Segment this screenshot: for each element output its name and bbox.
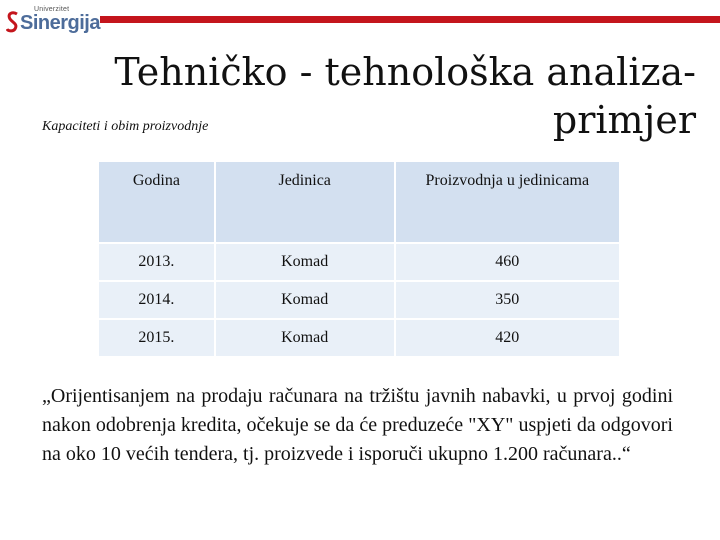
table-row xyxy=(99,282,621,320)
cell-year: 2013. xyxy=(99,244,216,282)
logo xyxy=(6,6,100,36)
table-row xyxy=(99,320,621,358)
cell-year: 2014. xyxy=(99,282,216,320)
cell-year: 2015. xyxy=(99,320,216,358)
quote-paragraph: „Orijentisanjem na prodaju računara na tržištu javnih nabavki, u prvoj godini nakon odobrenja kredita, očekuje se da će preduzeće "XY" uspjeti da odgovori na oko 10 većih tendera, tj. proizvede i isporuči ukupno 1.200 računara..“ xyxy=(42,385,673,465)
sinergija-logo-icon xyxy=(6,11,20,33)
cell-production: 420 xyxy=(396,320,621,358)
slide-title: Tehničko - tehnološka analiza-primjer xyxy=(114,50,696,142)
cell-production: 460 xyxy=(396,244,621,282)
column-header-year: Godina xyxy=(99,162,216,244)
column-header-unit: Jedinica xyxy=(216,162,396,244)
table-row xyxy=(99,244,621,282)
slide-subtitle: Kapaciteti i obim proizvodnje xyxy=(42,119,209,134)
header-red-bar xyxy=(100,16,720,23)
production-table xyxy=(99,162,621,358)
cell-unit: Komad xyxy=(216,320,396,358)
column-header-production: Proizvodnja u jedinicama xyxy=(396,162,621,244)
table-header-row xyxy=(99,162,621,244)
cell-unit: Komad xyxy=(216,244,396,282)
logo-top-text: Univerzitet xyxy=(34,6,70,13)
logo-main-text: Sinergija xyxy=(20,12,100,34)
cell-unit: Komad xyxy=(216,282,396,320)
cell-production: 350 xyxy=(396,282,621,320)
